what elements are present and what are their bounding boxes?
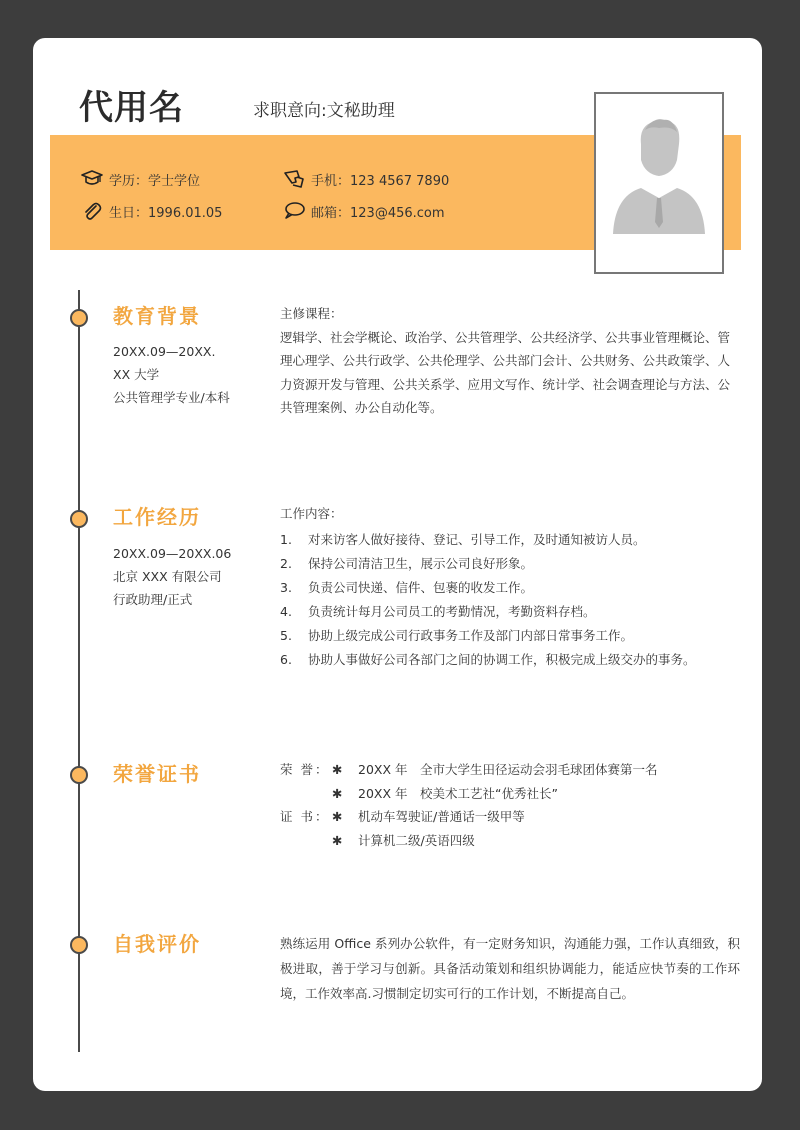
section-title-education: 教育背景 (113, 304, 201, 328)
work-duty-list (280, 528, 740, 672)
work-duty-item: 4. 负责统计每月公司员工的考勤情况，考勤资料存档。 (280, 604, 596, 619)
candidate-name: 代用名 (79, 88, 184, 128)
honor-row: ✱ 计算机二级/英语四级 (280, 829, 740, 853)
speech-bubble-icon (283, 201, 305, 221)
work-duty-item: 6. 协助人事做好公司各部门之间的协调工作，积极完成上级交办的事务。 (280, 652, 696, 667)
star-bullet-icon: ✱ (332, 809, 343, 824)
work-summary: 20XX.09—20XX.06 北京 XXX 有限公司 行政助理/正式 (113, 546, 232, 607)
honors-list (280, 758, 740, 852)
job-intent: 求职意向:文秘助理 (253, 101, 395, 121)
section-title-self-eval: 自我评价 (113, 932, 201, 956)
honor-row: 证 书： ✱ 机动车驾驶证/普通话一级甲等 (280, 805, 740, 829)
work-content: 工作内容： 1. 对来访客人做好接待、登记、引导工作，及时通知被访人员。 2. 保持公司清洁卫生，展示公司良好形象。 3. 负责公司快递、信件、包裹的收发工作。 4. 负责统计每月公司员工的考勤情况，考勤资料存档。 5. 协助上级完成公司行政事务工作及部门内部日常事务工作。 6. 协助人事做好公司各部门之间的协调工作，积极完成上级交办的事务。 (280, 502, 740, 672)
section-title-work: 工作经历 (113, 505, 201, 529)
resume-page (33, 38, 762, 1091)
avatar-placeholder-icon (611, 114, 707, 249)
education-courses: 主修课程： 逻辑学、社会学概论、政治学、公共管理学、公共经济学、公共事业管理概论、管理心理学、公共行政学、公共伦理学、公共部门会计、公共财务、公共政策学、人力资源开发与管理、公共关系学、应用文写作、统计学、社会调查理论与方法、公共管理案例、办公自动化等。 (280, 306, 731, 415)
self-evaluation-text: 熟练运用 Office 系列办公软件，有一定财务知识，沟通能力强，工作认真细致，积极进取，善于学习与创新。具备活动策划和组织协调能力，能适应快节奏的工作环境，工作效率高.习惯制定切实可行的工作计划，不断提高自己。 (280, 936, 740, 1001)
timeline-dot (70, 510, 88, 528)
honor-row: 荣 誉： ✱ 20XX 年 全市大学生田径运动会羽毛球团体赛第一名 (280, 758, 740, 782)
star-bullet-icon: ✱ (332, 832, 343, 848)
star-bullet-icon: ✱ (332, 785, 343, 801)
birthday-info: 生日：1996.01.05 (81, 201, 222, 221)
email-info: 邮箱：123@456.com (283, 201, 445, 221)
graduation-cap-icon (81, 169, 103, 189)
honor-row: ✱ 20XX 年 校美术工艺社“优秀社长” (280, 782, 740, 806)
timeline-dot (70, 936, 88, 954)
timeline-dot (70, 309, 88, 327)
timeline-dot (70, 766, 88, 784)
phone-icon (283, 169, 305, 189)
phone-info: 手机：123 4567 7890 (283, 169, 449, 189)
education-summary: 20XX.09—20XX. XX 大学 公共管理学专业/本科 (113, 344, 230, 405)
section-title-honors: 荣誉证书 (113, 762, 201, 786)
star-bullet-icon: ✱ (332, 762, 343, 777)
paperclip-icon (81, 201, 103, 221)
education-info: 学历：学士学位 (81, 169, 200, 189)
work-duty-item: 1. 对来访客人做好接待、登记、引导工作，及时通知被访人员。 (280, 532, 646, 547)
work-duty-item: 2. 保持公司清洁卫生，展示公司良好形象。 (280, 556, 534, 571)
profile-photo (594, 92, 724, 274)
work-duty-item: 3. 负责公司快递、信件、包裹的收发工作。 (280, 580, 534, 595)
work-duty-item: 5. 协助上级完成公司行政事务工作及部门内部日常事务工作。 (280, 628, 634, 643)
